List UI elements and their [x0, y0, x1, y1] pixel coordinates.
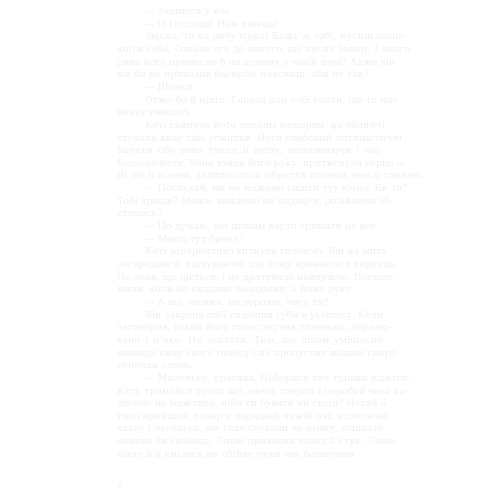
text-line: тихо прийшов, тепер у порядній чужій очі, відчилено [117, 410, 388, 422]
text-line: вано і м'яко. Не звитати. Тим, що ліком уміщаємо [117, 334, 383, 346]
text-line: зосередився, відчуваючи, що йому вривається терпець. [117, 259, 398, 270]
text-line: Ві дні її візьми, залишається зібраття позиків, мов її спинює. [117, 170, 425, 182]
text-line: — По-думаю, що цілком варто тримати це все. [145, 221, 379, 233]
text-line: Кеті скинула його локоны меморни, на обличчі [145, 119, 385, 131]
text-line: — О Господи! Нам кінець! [145, 18, 278, 30]
text-line: Отже бо й ніхто. Гаразд дам собі спати, що то має [145, 94, 399, 106]
text-line: Звісно, ти на рибу гірко! Кажу ж тобі, мусиш заспо- [145, 31, 408, 43]
text-line: хвалу і легенько, ми тихо слухали за замку, осідлато [117, 423, 384, 435]
text-line: вноваду силу свого голосу і не пропустив жодної споро- [117, 347, 400, 359]
text-line: Не знав, що діється, і це дратувало найдужче. Посвідо- [117, 271, 397, 283]
text-line: вияву умились. [117, 107, 194, 119]
text-line: Тобі краще? Може, вийдемо на подвір'я, розійдемо об- [117, 195, 394, 207]
text-line: понова би свобода. Лише приходив холод її стук. Лише [117, 436, 396, 448]
text-line: ніхто й її умілося не обійде руки так безшумно. [117, 448, 357, 460]
text-line: ступала якас тінь усмішки. Його глибокий оптимістичні [117, 132, 402, 144]
text-line: вів би не приходив наскрізь поясниці, аби не так? [117, 69, 369, 81]
text-line: стопося? [117, 208, 162, 220]
text-line: — Шпоки. [145, 81, 196, 93]
text-line: — А що, мамма, не вороже, чого ти? [145, 296, 329, 308]
text-line: — Маєш тут бренд? [145, 233, 244, 245]
text-line: мили, коли не складне володіння, а йому руку. [117, 284, 355, 296]
text-line: — Залишся у нас [145, 6, 231, 17]
text-line: Кеті заперечливо хитнула головою. Він на мить [145, 246, 387, 258]
text-line: заговорив, такий його голос звучав тихенько, перелю- [117, 322, 392, 334]
text-line: — Маленьке, красива. Наберися хоч трішки відваги, [145, 372, 411, 384]
text-line: Він закусив собі склавши губи в усмішку. Коли [145, 309, 384, 321]
text-line: коїти себе. Озвало его до одного, що ще не Залер. З якого [117, 43, 411, 55]
text-line: — Послухай, ми не можемо сидіти тут вічно. Як ти? [145, 183, 408, 195]
text-line: сенечки слово. [117, 360, 193, 372]
text-line: бадьорювали. Вона взяла його руку, притиснула серце їі. [117, 157, 407, 169]
text-line: дива його принесло б на додому о такій порі? Адже він [117, 56, 396, 68]
text-line: лючою не можливо, ніби ти бувати чи сюди? Нехай її [117, 398, 387, 410]
page-number: 8 [117, 481, 124, 492]
text-line: Кеті, тримайся трохи ще, мамо, стерпи і поробуй моєї ко- [117, 385, 409, 397]
text-line: бачити обо вона тепля її душу, наполняючи і під- [117, 145, 383, 157]
